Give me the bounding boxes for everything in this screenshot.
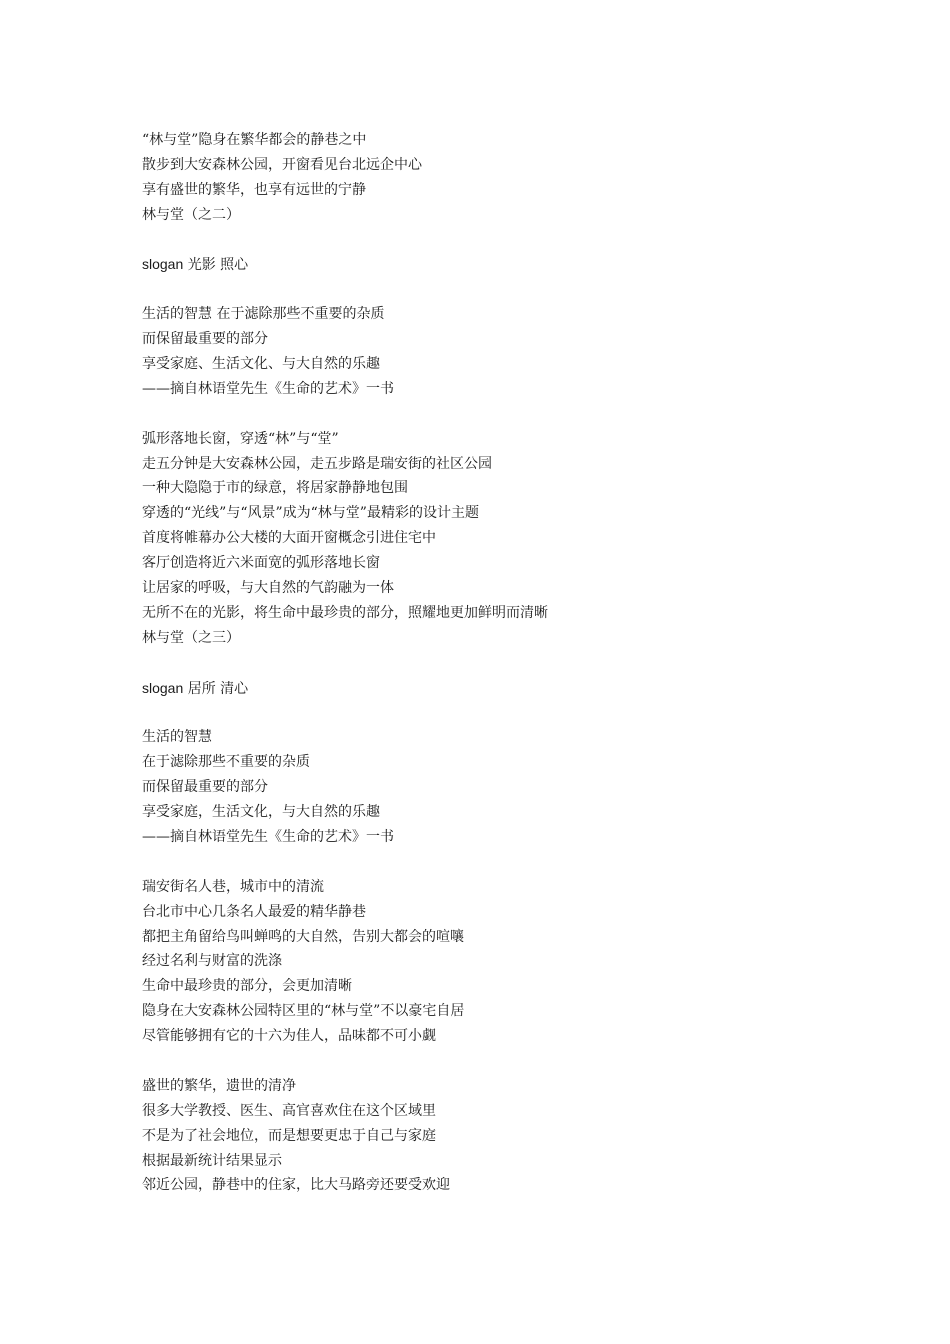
text-line: 一种大隐隐于市的绿意，将居家静静地包围 (142, 480, 408, 497)
text-line: 很多大学教授、医生、高官喜欢住在这个区域里 (142, 1102, 436, 1119)
blank-line (142, 700, 842, 725)
paragraph-celebrity-lane (142, 875, 842, 1049)
text-line: 无所不在的光影，将生命中最珍贵的部分，照耀地更加鲜明而清晰 (142, 604, 548, 621)
slogan-label: slogan (142, 256, 184, 273)
text-line: 经过名利与财富的洗涤 (142, 953, 282, 970)
paragraph-quote (142, 725, 842, 849)
text-line: 生命中最珍贵的部分，会更加清晰 (142, 978, 352, 995)
text-line: 尽管能够拥有它的十六为佳人，品味都不可小觑 (142, 1028, 436, 1045)
text-line: 生活的智慧 (142, 729, 212, 746)
blank-line (142, 651, 842, 676)
text-line: 邻近公园，静巷中的住家，比大马路旁还要受欢迎 (142, 1177, 450, 1194)
text-line: 隐身在大安森林公园特区里的“林与堂”不以豪宅自居 (142, 1003, 465, 1020)
quote-attribution: ——摘自林语堂先生《生命的艺术》一书 (142, 828, 394, 845)
slogan-label: slogan (142, 679, 184, 696)
text-line: 首度将帷幕办公大楼的大面开窗概念引进住宅中 (142, 530, 436, 547)
text-line: 台北市中心几条名人最爱的精华静巷 (142, 903, 366, 920)
slogan-line (142, 252, 842, 277)
blank-line (142, 277, 842, 302)
text-line: 生活的智慧 在于滤除那些不重要的杂质 (142, 306, 385, 323)
text-line: 享受家庭，生活文化，与大自然的乐趣 (142, 804, 380, 821)
text-line: 而保留最重要的部分 (142, 779, 268, 796)
text-line: 穿透的“光线”与“风景”成为“林与堂”最精彩的设计主题 (142, 505, 479, 522)
text-line: 而保留最重要的部分 (142, 331, 268, 348)
paragraph-quote (142, 302, 842, 402)
slogan-text: 居所 清心 (183, 680, 249, 697)
blank-line (142, 402, 842, 427)
section-heading: 林与堂（之三） (142, 629, 240, 646)
text-line: 散步到大安森林公园，开窗看见台北远企中心 (142, 156, 422, 173)
paragraph-intro (142, 128, 842, 228)
text-line: 不是为了社会地位，而是想要更忠于自己与家庭 (142, 1127, 436, 1144)
text-line: 享受家庭、生活文化、与大自然的乐趣 (142, 356, 380, 373)
paragraph-prosperity (142, 1074, 842, 1198)
document-body (142, 128, 842, 1198)
text-line: 客厅创造将近六米面宽的弧形落地长窗 (142, 555, 380, 572)
text-line: 瑞安街名人巷，城市中的清流 (142, 878, 324, 895)
text-line: 在于滤除那些不重要的杂质 (142, 754, 310, 771)
blank-line (142, 1049, 842, 1074)
text-line: 弧形落地长窗，穿透“林”与“堂” (142, 430, 339, 447)
slogan-text: 光影 照心 (183, 257, 249, 274)
text-line: 根据最新统计结果显示 (142, 1152, 282, 1169)
blank-line (142, 850, 842, 875)
text-line: 走五分钟是大安森林公园，走五步路是瑞安街的社区公园 (142, 455, 492, 472)
text-line: 享有盛世的繁华，也享有远世的宁静 (142, 181, 366, 198)
text-line: 让居家的呼吸，与大自然的气韵融为一体 (142, 580, 394, 597)
section-heading: 林与堂（之二） (142, 206, 240, 223)
paragraph-window (142, 427, 842, 651)
blank-line (142, 228, 842, 253)
text-line: 都把主角留给鸟叫蝉鸣的大自然，告别大都会的喧嚷 (142, 928, 464, 945)
text-line: 盛世的繁华，遗世的清净 (142, 1077, 296, 1094)
quote-attribution: ——摘自林语堂先生《生命的艺术》一书 (142, 380, 394, 397)
text-line: “林与堂”隐身在繁华都会的静巷之中 (142, 132, 367, 148)
slogan-line (142, 676, 842, 701)
